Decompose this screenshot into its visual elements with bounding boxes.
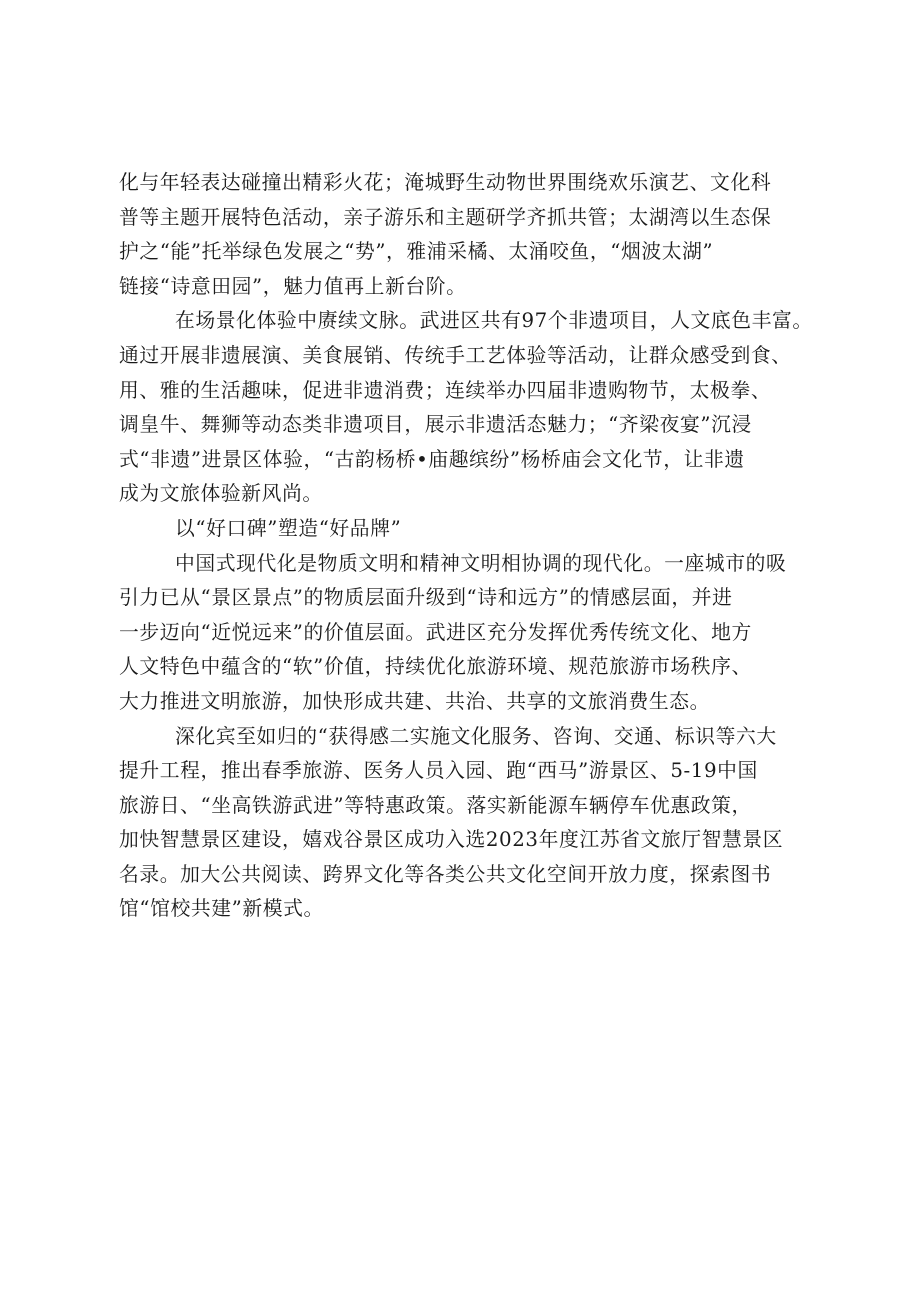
section-heading: 以“好口碑”塑造“好品牌” [175,516,402,540]
paragraph-line: 馆“馆校共建”新模式。 [119,897,324,921]
paragraph-line: 通过开展非遗展演、美食展销、传统手工艺体验等活动，让群众感受到食、 [119,343,792,367]
paragraph-line: 在场景化体验中赓续文脉。武进区共有97个非遗项目，人文底色丰富。 [175,309,813,333]
paragraph-line: 调皇牛、舞狮等动态类非遗项目，展示非遗活态魅力；“齐梁夜宴”沉浸 [119,413,752,437]
paragraph-line: 式“非遗”进景区体验，“古韵杨桥•庙趣缤纷”杨桥庙会文化节，让非遗 [119,447,745,471]
paragraph-line: 名录。加大公共阅读、跨界文化等各类公共文化空间开放力度，探索图书 [119,862,772,886]
paragraph-line: 化与年轻表达碰撞出精彩火花；淹城野生动物世界围绕欢乐演艺、文化科 [119,171,772,194]
paragraph-line: 成为文旅体验新风尚。 [119,482,323,506]
paragraph-line: 护之“能”托举绿色发展之“势”，雅浦采橘、太涌咬鱼，“烟波太湖” [119,240,714,264]
document-body [119,166,819,927]
paragraph-line: 引力已从“景区景点”的物质层面升级到“诗和远方”的情感层面，并进 [119,586,733,610]
paragraph-line: 加快智慧景区建设，嬉戏谷景区成功入选2023年度江苏省文旅厅智慧景区 [119,828,784,852]
paragraph-line: 链接“诗意田园”，魅力值再上新台阶。 [119,274,467,298]
paragraph-line: 提升工程，推出春季旅游、医务人员入园、跑“西马”游景区、5-19中国 [119,759,758,783]
paragraph-line: 中国式现代化是物质文明和精神文明相协调的现代化。一座城市的吸 [175,551,787,575]
paragraph-line: 一步迈向“近悦远来”的价值层面。武进区充分发挥优秀传统文化、地方 [119,620,752,644]
paragraph-line: 用、雅的生活趣味，促进非遗消费；连续举办四届非遗购物节，太极拳、 [119,378,772,402]
paragraph-line: 普等主题开展特色活动，亲子游乐和主题研学齐抓共管；太湖湾以生态保 [119,205,772,229]
paragraph-line: 旅游日、“坐高铁游武进”等特惠政策。落实新能源车辆停车优惠政策， [119,793,752,817]
paragraph-line: 深化宾至如归的“获得感二实施文化服务、咨询、交通、标识等六大 [175,724,777,748]
paragraph-line: 人文特色中蕴含的“软”价值，持续优化旅游环境、规范旅游市场秩序、 [119,655,752,679]
paragraph-line: 大力推进文明旅游，加快形成共建、共治、共享的文旅消费生态。 [119,689,711,713]
